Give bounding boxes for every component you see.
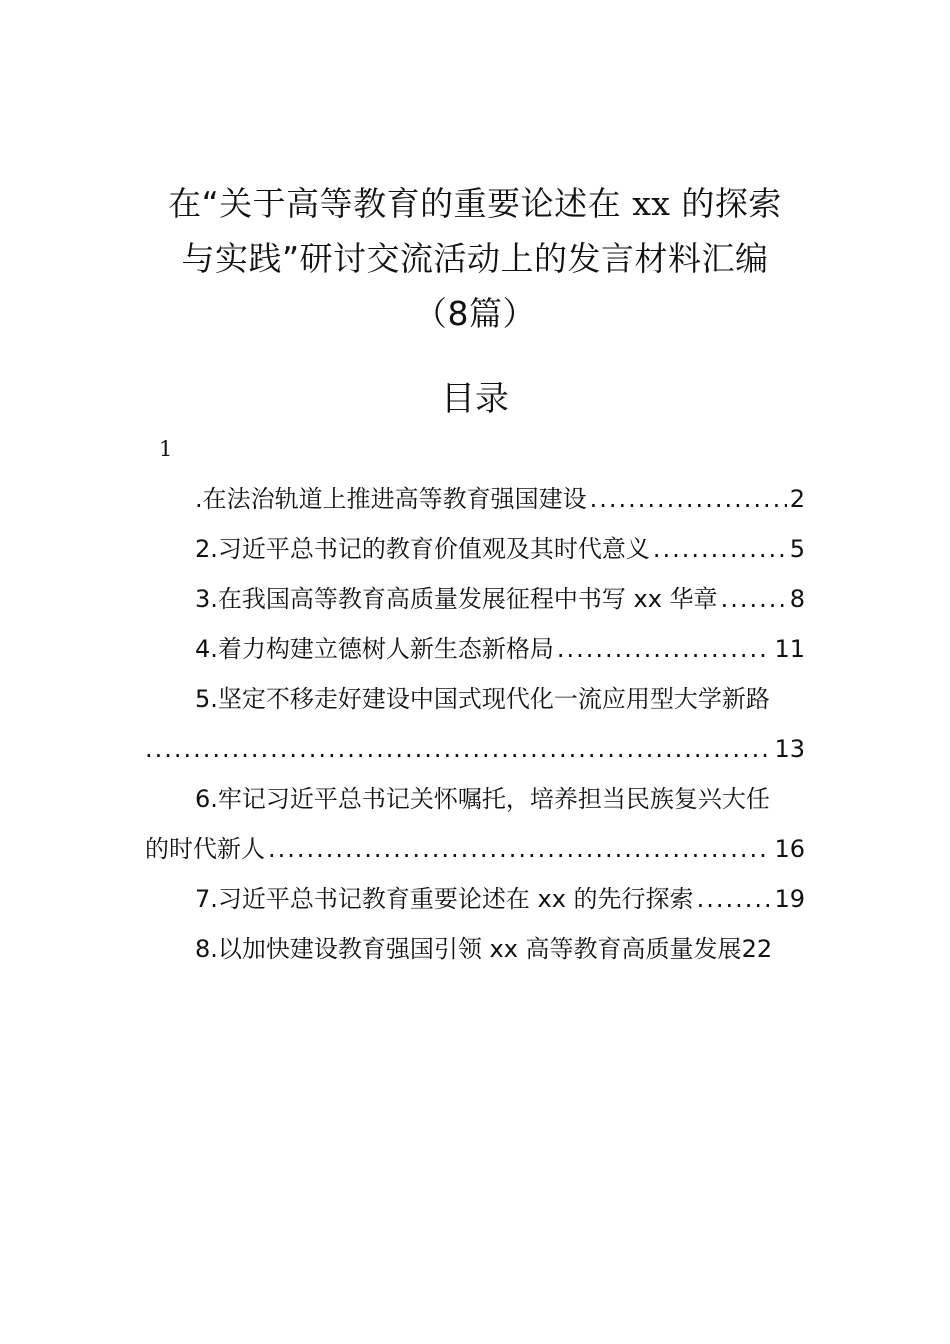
- toc-leader-dots: [590, 474, 787, 524]
- toc-leader-dots: [268, 824, 771, 874]
- toc-entry-label-line1: 6.牢记习近平总书记关怀嘱托，培养担当民族复兴大任: [195, 785, 770, 813]
- toc-page-number: 19: [774, 885, 805, 913]
- toc-entry-label: 7.习近平总书记教育重要论述在 xx 的先行探索: [195, 885, 694, 913]
- toc-page-number: 11: [774, 635, 805, 663]
- table-of-contents: [145, 474, 805, 974]
- title-line-2: 与实践”研讨交流活动上的发言材料汇编: [181, 239, 769, 278]
- toc-entry-line2: [145, 724, 805, 774]
- toc-entry-label: 3.在我国高等教育高质量发展征程中书写 xx 华章: [195, 585, 718, 613]
- toc-page-number: 13: [774, 735, 805, 763]
- toc-page-number: 5: [789, 535, 805, 563]
- toc-leader-dots: [145, 724, 771, 774]
- title-line-3: （8篇）: [414, 294, 536, 333]
- toc-leader-dots: [557, 624, 772, 674]
- toc-entry-label: 2.习近平总书记的教育价值观及其时代意义: [195, 535, 650, 563]
- toc-entry-label-line1: 5.坚定不移走好建设中国式现代化一流应用型大学新路: [195, 685, 770, 713]
- toc-entry-label: 的时代新人: [145, 835, 265, 863]
- toc-heading: 目录: [441, 379, 509, 419]
- toc-entry-7[interactable]: [145, 874, 805, 924]
- toc-entry-4[interactable]: [145, 624, 805, 674]
- title-line-1: 在“关于高等教育的重要论述在 xx 的探索: [168, 184, 782, 223]
- toc-page-number: 2: [789, 485, 805, 513]
- toc-page-number: 16: [774, 835, 805, 863]
- stray-number: 1: [159, 437, 173, 461]
- toc-entry-2[interactable]: [145, 524, 805, 574]
- toc-entry-label: .在法治轨道上推进高等教育强国建设: [195, 485, 587, 513]
- toc-entry-line2: [145, 824, 805, 874]
- toc-entry-5[interactable]: [145, 674, 805, 774]
- toc-leader-dots: [697, 874, 772, 924]
- toc-entry-8[interactable]: [145, 924, 805, 974]
- toc-entry-6[interactable]: [145, 774, 805, 874]
- toc-entry-label: 8.以加快建设教育强国引领 xx 高等教育高质量发展: [195, 935, 742, 963]
- document-title: [100, 176, 850, 341]
- toc-entry-3[interactable]: [145, 574, 805, 624]
- toc-entry-1[interactable]: [145, 474, 805, 524]
- toc-leader-dots: [721, 574, 787, 624]
- toc-page-number: 22: [741, 935, 773, 963]
- toc-page-number: 8: [789, 585, 805, 613]
- toc-leader-dots: [653, 524, 787, 574]
- toc-entry-label: 4.着力构建立德树人新生态新格局: [195, 635, 554, 663]
